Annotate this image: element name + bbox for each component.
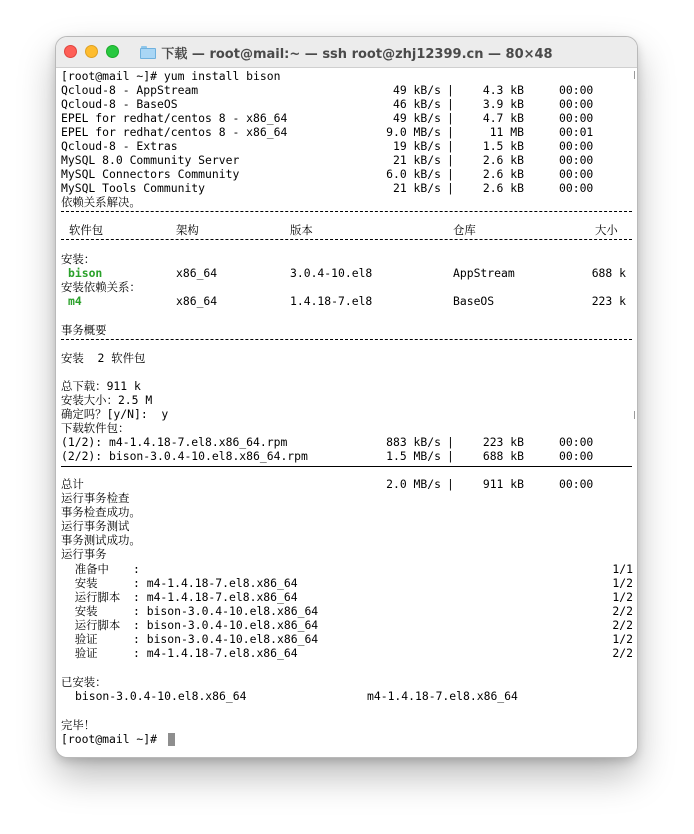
tx-step: 验证 : bison-3.0.4-10.el8.x86_64 1/2	[61, 632, 633, 646]
tx-line: 运行事务检查	[61, 491, 130, 505]
repo-row: MySQL Tools Community 21 kB/s | 2.6 kB 00:00	[61, 181, 594, 195]
tx-step: 验证 : m4-1.4.18-7.el8.x86_64 2/2	[61, 646, 633, 660]
command-line: [root@mail ~]# yum install bison	[61, 69, 281, 83]
total-row: 总计 2.0 MB/s | 911 kB 00:00	[61, 477, 594, 491]
tx-step: 准备中 : 1/1	[61, 562, 633, 576]
window-title-text: 下载 — root@mail:~ — ssh root@zhj12399.cn — 80×48	[161, 47, 553, 62]
package-row: m4 x86_64 1.4.18-7.el8 BaseOS 223 k	[68, 294, 626, 308]
repo-row: MySQL 8.0 Community Server 21 kB/s | 2.6 kB 00:00	[61, 153, 594, 167]
repo-row: EPEL for redhat/centos 8 - x86_64 9.0 MB/s | 11 MB 00:01	[61, 125, 594, 139]
total-download: 总下载：911 k	[61, 379, 141, 393]
tx-step: 运行脚本 : m4-1.4.18-7.el8.x86_64 1/2	[61, 590, 633, 604]
installed-label: 已安装：	[61, 675, 107, 689]
install-count: 安装 2 软件包	[61, 351, 146, 365]
mark-tick	[634, 71, 635, 79]
final-prompt: [root@mail ~]#	[61, 732, 164, 746]
package-row: bison x86_64 3.0.4-10.el8 AppStream 688 k	[68, 266, 626, 280]
repo-row: Qcloud-8 - BaseOS 46 kB/s | 3.9 kB 00:00	[61, 97, 594, 111]
tx-step: 运行脚本 : bison-3.0.4-10.el8.x86_64 2/2	[61, 618, 633, 632]
separator	[61, 339, 632, 340]
table-header: 软件包 架构 版本 仓库 大小	[69, 223, 618, 237]
dep-resolved-text: 依赖关系解决。	[61, 195, 141, 209]
tx-step: 安装 : m4-1.4.18-7.el8.x86_64 1/2	[61, 576, 633, 590]
repo-row: Qcloud-8 - Extras 19 kB/s | 1.5 kB 00:00	[61, 139, 594, 153]
text-cursor	[168, 733, 175, 746]
separator	[61, 211, 632, 212]
tx-line: 运行事务测试	[61, 519, 130, 533]
repo-row: MySQL Connectors Community 6.0 kB/s | 2.6 kB 00:00	[61, 167, 594, 181]
tx-line: 事务测试成功。	[61, 533, 141, 547]
repo-row: EPEL for redhat/centos 8 - x86_64 49 kB/s | 4.7 kB 00:00	[61, 111, 594, 125]
separator	[61, 239, 632, 240]
terminal-window[interactable]	[56, 37, 637, 757]
window-title	[56, 43, 637, 62]
deps-label: 安装依赖关系：	[61, 280, 141, 294]
title-bar[interactable]	[56, 37, 637, 68]
installing-label: 安装：	[61, 252, 96, 266]
confirm-prompt: 确定吗？[y/N]: y	[61, 407, 169, 421]
download-row: (1/2): m4-1.4.18-7.el8.x86_64.rpm 883 kB/s | 223 kB 00:00	[61, 435, 594, 449]
summary-title: 事务概要	[61, 323, 107, 337]
tx-line: 事务检查成功。	[61, 505, 141, 519]
done-text: 完毕！	[61, 718, 96, 732]
tx-line: 运行事务	[61, 547, 107, 561]
installed-row: bison-3.0.4-10.el8.x86_64 m4-1.4.18-7.el8.x86_64	[75, 689, 518, 703]
folder-icon	[140, 46, 156, 59]
separator	[61, 466, 632, 467]
download-row: (2/2): bison-3.0.4-10.el8.x86_64.rpm 1.5 MB/s | 688 kB 00:00	[61, 449, 594, 463]
repo-row: Qcloud-8 - AppStream 49 kB/s | 4.3 kB 00:00	[61, 83, 594, 97]
tx-step: 安装 : bison-3.0.4-10.el8.x86_64 2/2	[61, 604, 633, 618]
mark-tick	[634, 411, 635, 419]
install-size: 安装大小：2.5 M	[61, 393, 153, 407]
downloading-label: 下载软件包：	[61, 421, 130, 435]
terminal-content[interactable]	[56, 68, 637, 757]
